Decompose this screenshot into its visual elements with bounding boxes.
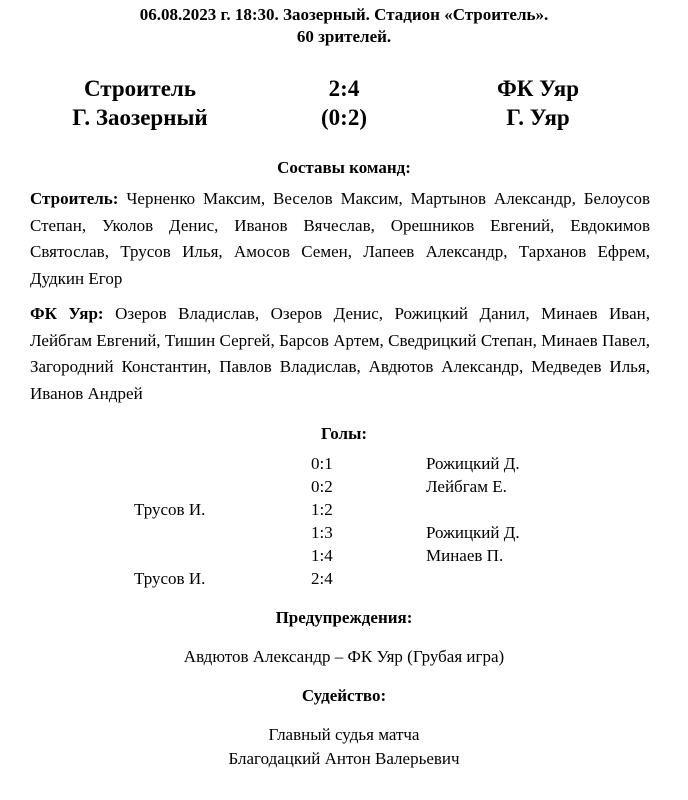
goal-home-scorer: Трусов И.: [134, 569, 206, 588]
goal-away-scorer: Лейбгам Е.: [426, 477, 507, 496]
goals-table: [0, 452, 688, 590]
goal-home-scorer: Трусов И.: [134, 500, 206, 519]
goal-row: [0, 567, 688, 590]
goal-away-scorer: Минаев П.: [426, 546, 504, 565]
home-team-name: Строитель: [83, 76, 196, 101]
home-team-city: Г. Заозерный: [72, 105, 208, 130]
goal-score: 0:1: [311, 454, 333, 473]
goal-away-scorer: Рожицкий Д.: [426, 454, 520, 473]
goal-score: 0:2: [311, 477, 333, 496]
cities-halftime-row: [0, 103, 688, 133]
away-team-name: ФК Уяр: [496, 76, 580, 101]
goal-score: 1:3: [311, 523, 333, 542]
home-lineup: [30, 186, 650, 292]
goal-row: [0, 452, 688, 475]
goal-row: [0, 475, 688, 498]
home-lineup-label: Строитель:: [30, 189, 119, 208]
teams-score-row: [0, 74, 688, 104]
home-lineup-players: Черненко Максим, Веселов Максим, Мартынов Александр, Белоусов Степан, Уколов Денис, Иванов Вячеслав, Орешников Евгений, Евдокимов Святослав, Трусов Илья, Амосов Семен, Лапеев Александр, Тарханов Ефрем, Дудкин Егор: [30, 189, 650, 288]
halftime-score: (0:2): [321, 105, 367, 130]
goal-row: [0, 544, 688, 567]
match-info-line: 06.08.2023 г. 18:30. Заозерный. Стадион «Строитель».: [139, 5, 549, 24]
warnings-title: Предупреждения:: [275, 608, 413, 627]
final-score: 2:4: [328, 76, 360, 101]
goal-score: 1:4: [311, 546, 333, 565]
referee-role: Главный судья матча: [268, 725, 420, 744]
lineups-title: Составы команд:: [277, 158, 411, 177]
away-lineup-label: ФК Уяр:: [30, 304, 104, 323]
goal-score: 1:2: [311, 500, 333, 519]
away-lineup-players: Озеров Владислав, Озеров Денис, Рожицкий Данил, Минаев Иван, Лейбгам Евгений, Тишин Сергей, Барсов Артем, Сведрицкий Степан, Минаев Павел, Загородний Константин, Павлов Владислав, Авдютов Александр, Медведев Илья, Иванов Андрей: [30, 304, 650, 403]
referees-title: Судейство:: [301, 686, 387, 705]
goals-title: Голы:: [320, 424, 368, 443]
referee-name: Благодацкий Антон Валерьевич: [228, 749, 460, 768]
goal-row: [0, 498, 688, 521]
goal-row: [0, 521, 688, 544]
away-team-city: Г. Уяр: [506, 105, 570, 130]
goal-score: 2:4: [311, 569, 333, 588]
attendance-line: 60 зрителей.: [296, 27, 392, 46]
goal-away-scorer: Рожицкий Д.: [426, 523, 520, 542]
away-lineup: [30, 301, 650, 407]
warning-item: Авдютов Александр – ФК Уяр (Грубая игра): [183, 647, 505, 666]
